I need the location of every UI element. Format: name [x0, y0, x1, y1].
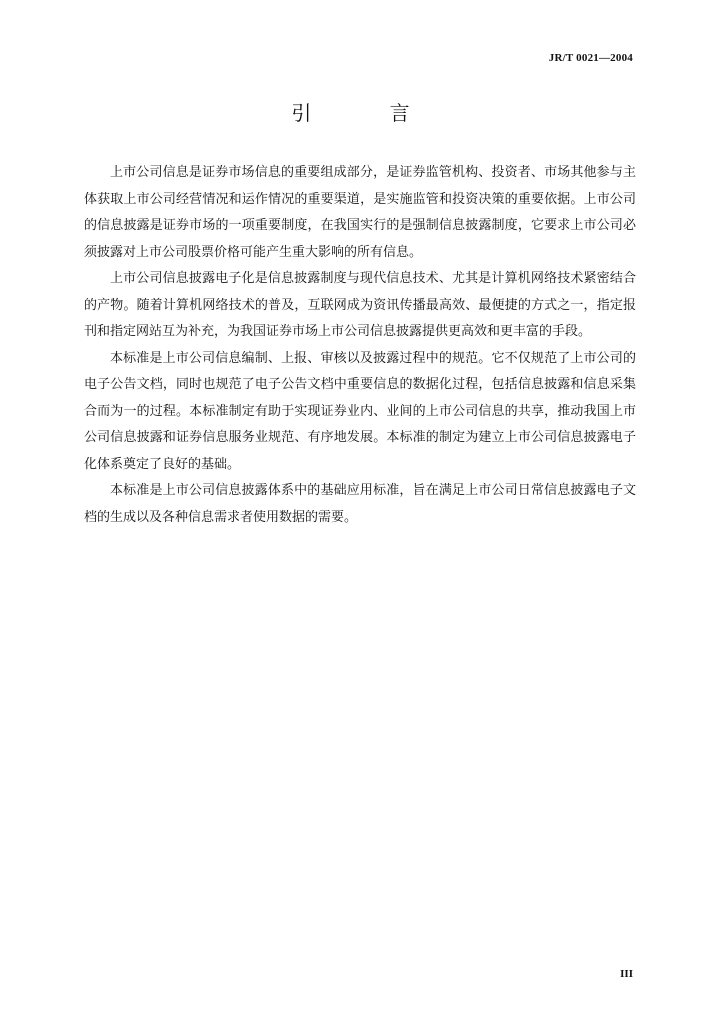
- page-title: 引 言: [291, 101, 446, 125]
- paragraph-3: 本标准是上市公司信息编制、上报、审核以及披露过程中的规范。它不仅规范了上市公司的电子公告文档，同时也规范了电子公告文档中重要信息的数据化过程，包括信息披露和信息采集合而为一的过程。本标准制定有助于实现证券业内、业间的上市公司信息的共享，推动我国上市公司信息披露和证券信息服务业规范、有序地发展。本标准的制定为建立上市公司信息披露电子化体系奠定了良好的基础。: [84, 350, 636, 472]
- introduction-body: [84, 160, 636, 531]
- page-number: III: [620, 968, 633, 980]
- paragraph-4: 本标准是上市公司信息披露体系中的基础应用标准，旨在满足上市公司日常信息披露电子文档的生成以及各种信息需求者使用数据的需要。: [84, 483, 636, 525]
- paragraph-1: 上市公司信息是证券市场信息的重要组成部分，是证券监管机构、投资者、市场其他参与主体获取上市公司经营情况和运作情况的重要渠道，是实施监管和投资决策的重要依据。上市公司的信息披露是证券市场的一项重要制度，在我国实行的是强制信息披露制度，它要求上市公司必须披露对上市公司股票价格可能产生重大影响的所有信息。: [84, 165, 636, 260]
- paragraph-2: 上市公司信息披露电子化是信息披露制度与现代信息技术、尤其是计算机网络技术紧密结合的产物。随着计算机网络技术的普及，互联网成为资讯传播最高效、最便捷的方式之一，指定报刊和指定网站互为补充，为我国证券市场上市公司信息披露提供更高效和更丰富的手段。: [84, 271, 636, 339]
- standard-code: JR/T 0021—2004: [548, 52, 633, 64]
